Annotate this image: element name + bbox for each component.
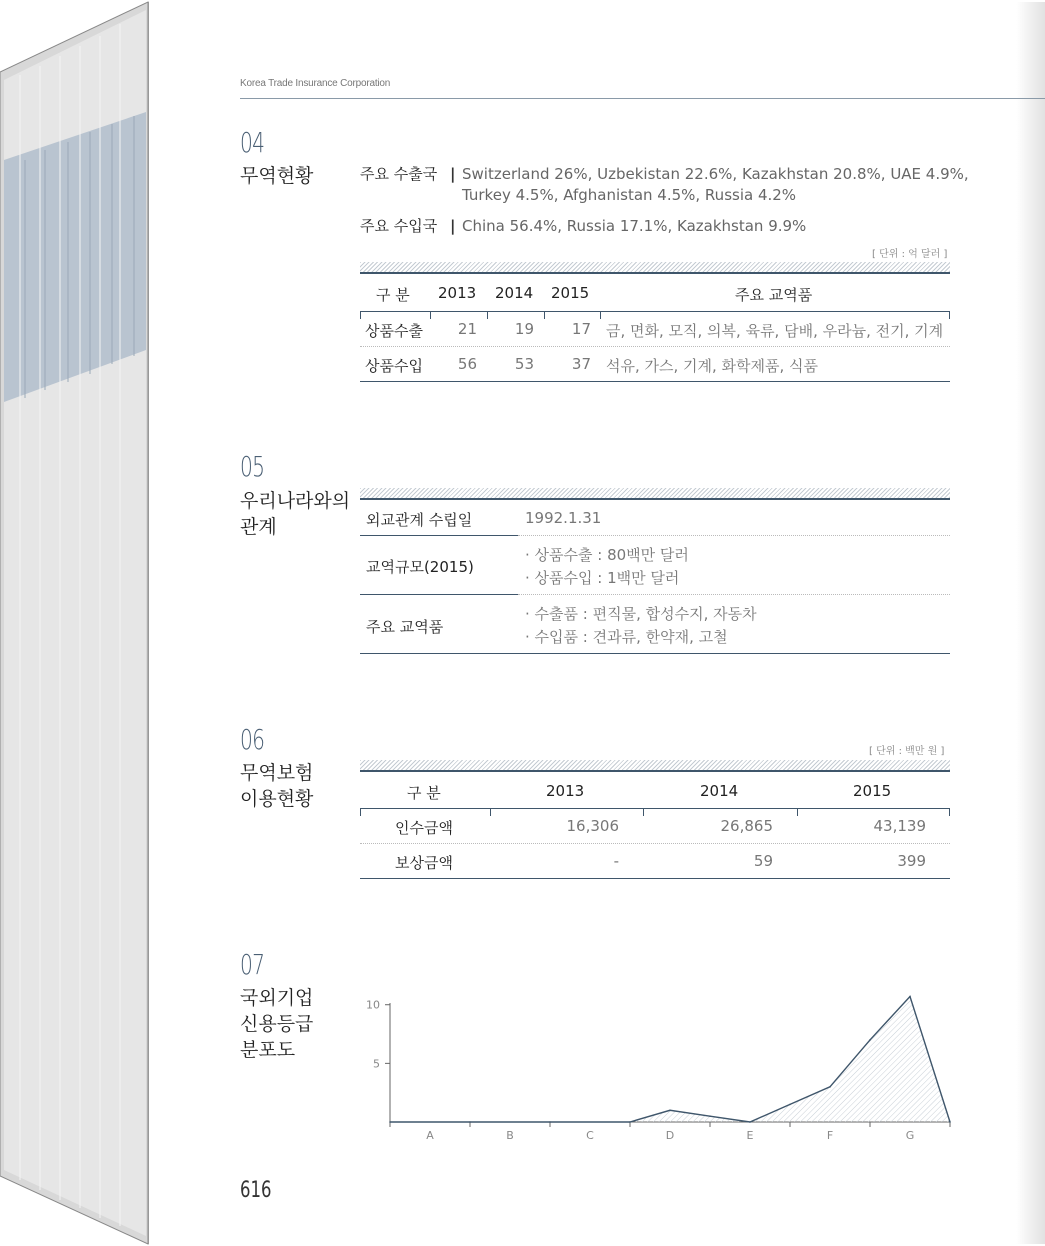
section-07-title — [240, 985, 313, 1063]
credit-rating-chart — [360, 985, 960, 1150]
table-top-rule — [360, 770, 950, 772]
table-hatch — [360, 760, 950, 770]
col-header: 2015 — [853, 782, 892, 800]
title-line: 이용현황 — [240, 788, 314, 810]
table-cell: · 수입품 : 견과류, 한약재, 고철 — [525, 628, 728, 646]
title-line: 우리나라와의 — [240, 490, 351, 512]
col-header: 2015 — [551, 284, 590, 302]
data-point — [469, 1121, 471, 1123]
row-divider — [360, 346, 950, 347]
tick — [430, 311, 431, 319]
tick — [949, 311, 950, 319]
table-cell: 37 — [571, 355, 591, 373]
page-edge-shadow — [1016, 2, 1045, 1244]
table-cell: 16,306 — [566, 817, 619, 835]
row-divider — [518, 535, 950, 536]
table-hatch — [360, 488, 950, 498]
title-line: 관계 — [240, 516, 277, 538]
separator: | — [450, 165, 456, 183]
col-header: 2014 — [700, 782, 739, 800]
section-04-title: 무역현황 — [240, 165, 314, 187]
separator: | — [450, 217, 456, 235]
col-header: 2013 — [546, 782, 585, 800]
table-top-rule — [360, 498, 950, 500]
data-point — [549, 1121, 551, 1123]
title-line: 국외기업 — [240, 987, 314, 1009]
table-bottom-rule — [360, 878, 950, 879]
x-tick-label: D — [665, 1129, 675, 1142]
tick — [643, 808, 644, 816]
table-row-label: 보상금액 — [395, 854, 453, 872]
row-divider — [518, 594, 950, 595]
unit-note: [ 단위 : 억 달러 ] — [872, 249, 948, 260]
x-tick-label: E — [746, 1129, 754, 1142]
y-tick-label: 5 — [373, 1057, 380, 1071]
table-bottom-rule — [360, 381, 950, 382]
table-cell: 56 — [457, 355, 477, 373]
table-cell: 43,139 — [873, 817, 926, 835]
data-point — [749, 1121, 751, 1123]
row-divider — [360, 594, 518, 595]
data-point — [869, 1039, 871, 1041]
import-label: 주요 수입국 — [360, 217, 438, 235]
section-06-title — [240, 760, 313, 812]
title-line: 신용등급 — [240, 1013, 314, 1035]
table-row-label: 상품수출 — [365, 322, 423, 340]
x-tick-label: C — [586, 1129, 594, 1142]
data-point — [629, 1121, 631, 1123]
running-header: Korea Trade Insurance Corporation — [240, 78, 391, 89]
title-line: 분포도 — [240, 1039, 296, 1061]
tick — [797, 808, 798, 816]
col-header: 2013 — [438, 284, 477, 302]
row-divider — [360, 535, 518, 536]
book-page-stack — [0, 0, 150, 1246]
main-export-countries-cont — [462, 186, 796, 204]
page-number: 616 — [240, 1178, 272, 1203]
row-divider — [360, 843, 950, 844]
table-top-rule — [360, 272, 950, 274]
table-cell: 53 — [514, 355, 534, 373]
tick — [544, 311, 545, 319]
main-export-countries — [360, 163, 969, 184]
table-cell: · 수출품 : 편직물, 합성수지, 자동차 — [525, 605, 757, 623]
table-row-label: 주요 교역품 — [366, 618, 444, 636]
table-cell: 26,865 — [720, 817, 773, 835]
table-cell: 19 — [514, 320, 534, 338]
header-rule — [360, 808, 950, 809]
tick — [600, 311, 601, 319]
table-cell: · 상품수출 : 80백만 달러 — [525, 546, 689, 564]
col-header: 구 분 — [407, 784, 441, 802]
col-header: 구 분 — [376, 286, 410, 304]
section-05-number: 05 — [240, 450, 265, 483]
section-05-title — [240, 488, 350, 540]
table-cell: · 상품수입 : 1백만 달러 — [525, 569, 680, 587]
table-row-label: 교역규모(2015) — [366, 558, 474, 576]
col-header: 2014 — [495, 284, 534, 302]
section-04-number: 04 — [240, 126, 265, 159]
data-point — [909, 996, 911, 998]
x-tick-label: A — [426, 1129, 434, 1142]
table-cell: 석유, 가스, 기계, 화학제품, 식품 — [606, 357, 819, 375]
col-header: 주요 교역품 — [735, 286, 813, 304]
header-rule — [360, 311, 950, 312]
table-cell: 59 — [753, 852, 773, 870]
data-point — [829, 1086, 831, 1088]
tick — [360, 311, 361, 319]
table-row-label: 외교관계 수립일 — [366, 511, 473, 529]
export-line-2: Turkey 4.5%, Afghanistan 4.5%, Russia 4.2% — [462, 186, 797, 204]
data-point — [789, 1104, 791, 1106]
tick — [360, 808, 361, 816]
main-import-countries — [360, 215, 806, 236]
table-cell: 금, 면화, 모직, 의복, 육류, 담배, 우라늄, 전기, 기계 — [606, 322, 944, 340]
tick — [490, 808, 491, 816]
data-point — [389, 1121, 391, 1123]
data-point — [669, 1109, 671, 1111]
table-cell: 21 — [457, 320, 477, 338]
table-cell: - — [613, 852, 619, 870]
unit-note: [ 단위 : 백만 원 ] — [869, 746, 945, 757]
data-point — [949, 1121, 951, 1123]
table-bottom-rule — [360, 653, 950, 654]
table-row-label: 인수금액 — [395, 819, 453, 837]
tick — [487, 311, 488, 319]
data-point — [709, 1115, 711, 1117]
section-07-number: 07 — [240, 948, 265, 981]
table-cell: 1992.1.31 — [525, 509, 602, 527]
tick — [949, 808, 950, 816]
x-tick-label: B — [506, 1129, 514, 1142]
x-tick-label: F — [826, 1129, 834, 1142]
export-label: 주요 수출국 — [360, 165, 438, 183]
title-line: 무역보험 — [240, 762, 314, 784]
export-line-1: Switzerland 26%, Uzbekistan 22.6%, Kazakhstan 20.8%, UAE 4.9%, — [462, 165, 969, 183]
area-fill — [390, 997, 950, 1122]
section-06-number: 06 — [240, 723, 265, 756]
y-tick-label: 10 — [366, 998, 380, 1012]
table-hatch — [360, 262, 950, 272]
table-cell: 399 — [897, 852, 926, 870]
x-tick-label: G — [905, 1129, 915, 1142]
table-row-label: 상품수입 — [365, 357, 423, 375]
import-value: China 56.4%, Russia 17.1%, Kazakhstan 9.9% — [462, 217, 807, 235]
table-cell: 17 — [571, 320, 591, 338]
header-rule — [240, 98, 1045, 99]
